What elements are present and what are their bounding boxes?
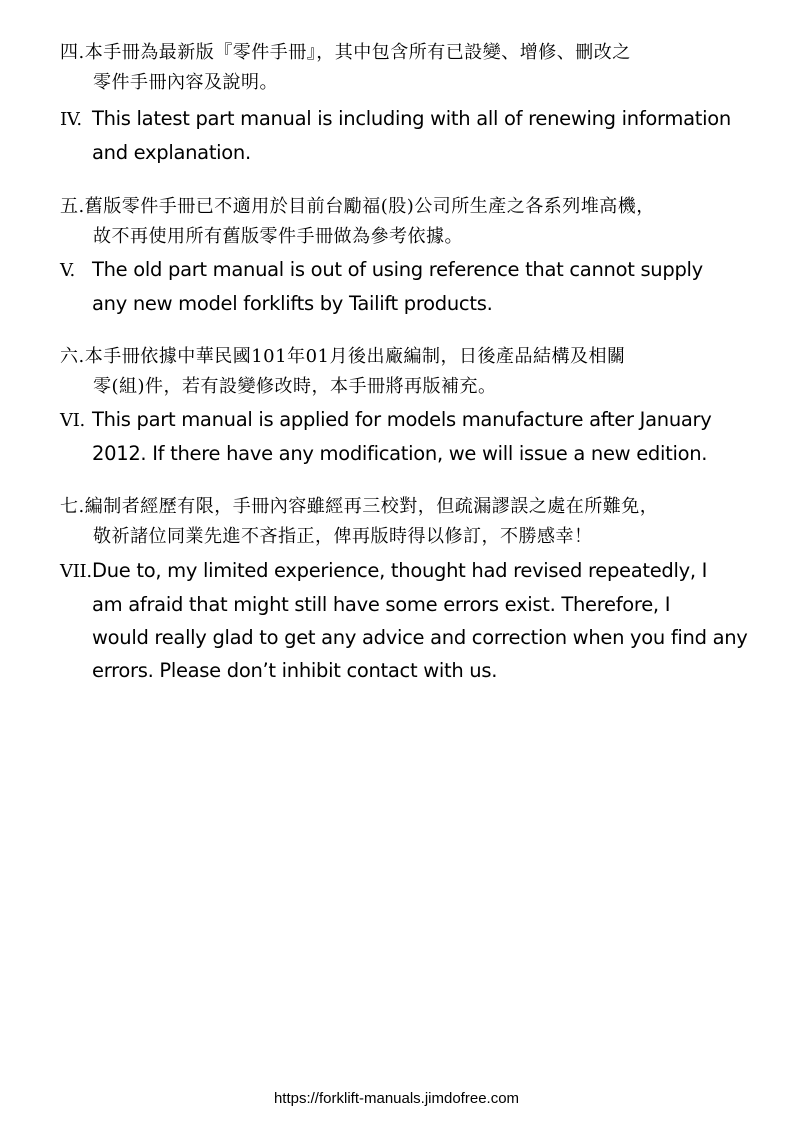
section-7-english xyxy=(60,554,772,687)
section-6-english-line-1: This part manual is applied for models manufacture after January xyxy=(92,408,712,431)
section-6-chinese-line-1: 六.本手冊依據中華民國101年01月後出廠編制，日後產品結構及相關 xyxy=(60,346,626,367)
section-7-chinese xyxy=(60,492,772,552)
section-6-english-line-2: 2012. If there have any modification, we will issue a new edition. xyxy=(92,442,708,465)
section-5-english-line-1: The old part manual is out of using reference that cannot supply xyxy=(92,258,703,281)
section-5-chinese-line-2: 故不再使用所有舊版零件手冊做為參考依據。 xyxy=(93,226,463,247)
section-5-english xyxy=(60,253,772,320)
section-6-chinese xyxy=(60,342,772,402)
section-5-chinese xyxy=(60,192,772,252)
section-4-chinese-line-1: 四.本手冊為最新版『零件手冊』，其中包含所有已設變、增修、刪改之 xyxy=(60,42,631,63)
section-7-chinese-line-1: 七.編制者經歷有限，手冊內容雖經再三校對，但疏漏謬誤之處在所難免， xyxy=(60,496,659,517)
section-7-english-line-4: errors. Please don’t inhibit contact with us. xyxy=(92,659,498,682)
section-4-chinese xyxy=(60,38,772,98)
section-4-english-line-1: This latest part manual is including with all of renewing information xyxy=(92,107,731,130)
section-7-english-line-3: would really glad to get any advice and correction when you find any xyxy=(92,626,748,649)
section-7-english-line-2: am afraid that might still have some errors exist. Therefore, I xyxy=(92,593,671,616)
section-7-english-line-1: Due to, my limited experience, thought had revised repeatedly, I xyxy=(92,559,708,582)
section-7-chinese-line-2: 敬祈諸位同業先進不吝指正，俾再版時得以修訂，不勝感幸！ xyxy=(93,526,593,547)
section-6-english xyxy=(60,403,772,470)
section-4-chinese-line-2: 零件手冊內容及說明。 xyxy=(93,72,278,93)
section-6-chinese-line-2: 零(組)件，若有設變修改時，本手冊將再版補充。 xyxy=(93,376,497,397)
section-5-english-line-2: any new model forklifts by Tailift products. xyxy=(92,292,493,315)
section-4-english xyxy=(60,102,772,169)
footer-url[interactable]: https://forklift-manuals.jimdofree.com xyxy=(273,1090,520,1107)
section-4-roman-numeral: IV. xyxy=(60,109,82,130)
section-5-roman-numeral: V. xyxy=(60,260,75,281)
section-6-roman-numeral: VI. xyxy=(60,410,85,431)
section-4-english-line-2: and explanation. xyxy=(92,141,251,164)
section-7-roman-numeral: VII. xyxy=(60,561,92,582)
section-5-chinese-line-1: 五.舊版零件手冊已不適用於目前台勵福(股)公司所生產之各系列堆高機， xyxy=(60,196,655,217)
